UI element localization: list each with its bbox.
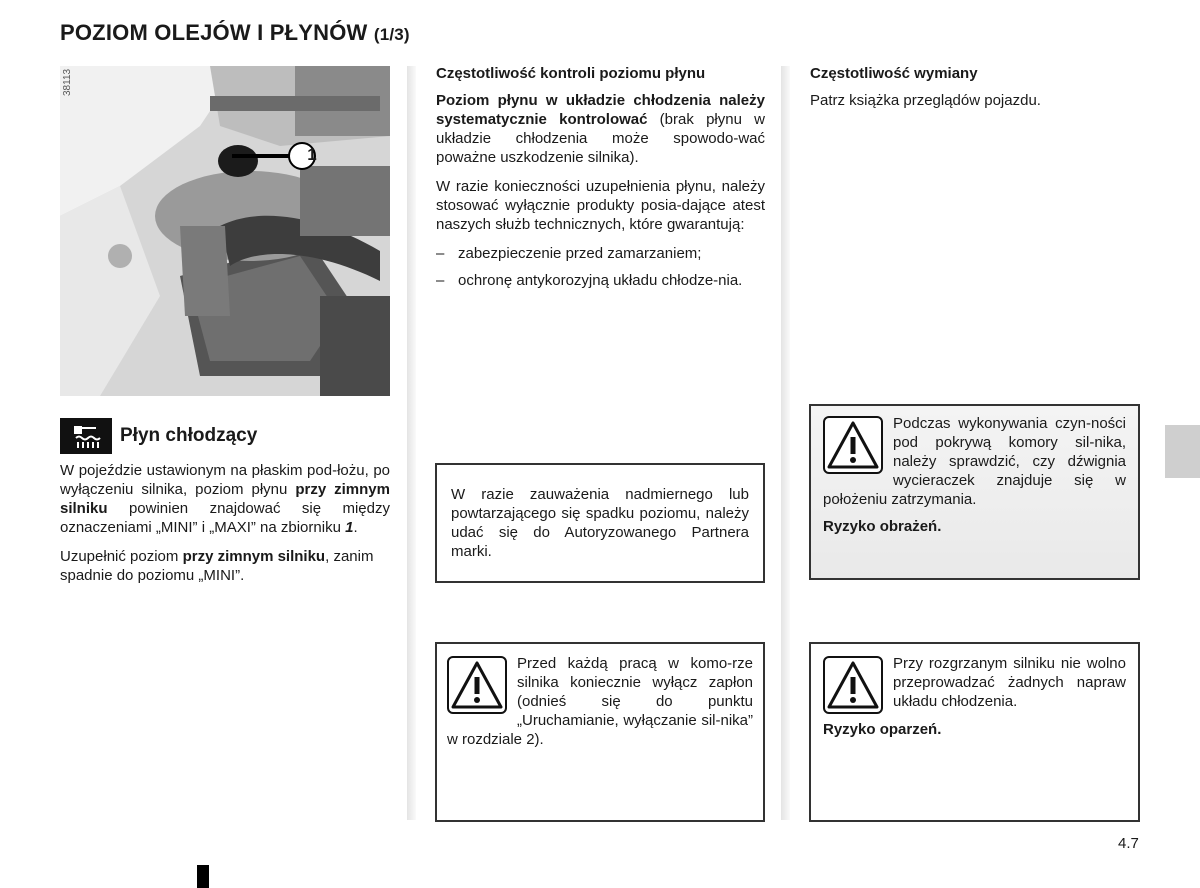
warning-triangle-icon [823, 416, 883, 474]
warning-box-ignition [435, 642, 765, 822]
coolant-paragraph-1: W pojeździe ustawionym na płaskim pod-łożu, po wyłączeniu silnika, poziom płynu przy zimnym silniku powinien znajdować się między oznaczeniami „MINI” i „MAXI” na zbiorniku 1. [60, 462, 390, 536]
replacement-heading: Częstotliwość wymiany [810, 65, 978, 82]
section-header [60, 418, 257, 454]
note-text: W razie zauważenia nadmiernego lub powtarzającego się spadku poziomu, należy udać się do Autoryzowanego Partnera marki. [451, 486, 749, 560]
column-divider [407, 66, 416, 820]
replacement-frequency-section [810, 64, 1140, 120]
callout-number: 1 [307, 145, 317, 164]
check-frequency-section [436, 64, 765, 298]
check-frequency-heading: Częstotliwość kontroli poziomu płynu [436, 65, 706, 82]
engine-bay-photo [60, 66, 390, 396]
check-paragraph-1: Poziom płynu w układzie chłodzenia należy systematycznie kontrolować (brak płynu w układzie chłodzenia może spowodo-wać poważne uszkodzenie silnika). [436, 92, 765, 166]
footer-mark [197, 865, 209, 888]
note-box [435, 463, 765, 583]
section-title: Płyn chłodzący [120, 425, 258, 446]
check-paragraph-2: W razie konieczności uzupełnienia płynu, należy stosować wyłącznie produkty posia-dające atest naszych służb technicznych, które gwarantują: [436, 178, 765, 233]
chapter-tab [1165, 425, 1200, 478]
replacement-text: Patrz książka przeglądów pojazdu. [810, 92, 1041, 109]
list-item: – ochronę antykorozyjną układu chłodze-nia. [436, 272, 743, 289]
column-divider [781, 66, 790, 820]
warning-box-hot-engine [809, 642, 1140, 822]
coolant-description [60, 461, 390, 595]
warning-risk-injury: Ryzyko obrażeń. [823, 518, 942, 535]
warning-triangle-icon [823, 656, 883, 714]
page-title [60, 20, 410, 46]
page-title-part: (1/3) [373, 25, 410, 44]
figure-ref-code: 38113 [62, 68, 73, 96]
list-item: – zabezpieczenie przed zamarzaniem; [436, 245, 702, 262]
coolant-icon [60, 418, 112, 454]
warning-risk-burns: Ryzyko oparzeń. [823, 721, 942, 738]
warning-text-hot-engine: Przy rozgrzanym silniku nie wolno przeprowadzać żadnych napraw układu chłodzenia. [893, 655, 1126, 710]
warning-box-wiper [809, 404, 1140, 580]
warning-triangle-icon [447, 656, 507, 714]
coolant-paragraph-2: Uzupełnić poziom przy zimnym silniku, zanim spadnie do poziomu „MINI”. [60, 548, 374, 584]
page-number: 4.7 [1118, 835, 1139, 852]
page-title-main: POZIOM OLEJÓW I PŁYNÓW [60, 20, 368, 45]
warning-text-ignition: Przed każdą pracą w komo-rze silnika koniecznie wyłącz zapłon (odnieś się do punktu „Uruchamianie, wyłączanie sil-nika” w rozdziale 2). [447, 655, 753, 748]
warning-text-wiper: Podczas wykonywania czyn-ności pod pokrywą komory sil-nika, należy sprawdzić, czy dźwignia wycieraczek znajduje się w położeniu zatrzymania. [823, 415, 1126, 508]
